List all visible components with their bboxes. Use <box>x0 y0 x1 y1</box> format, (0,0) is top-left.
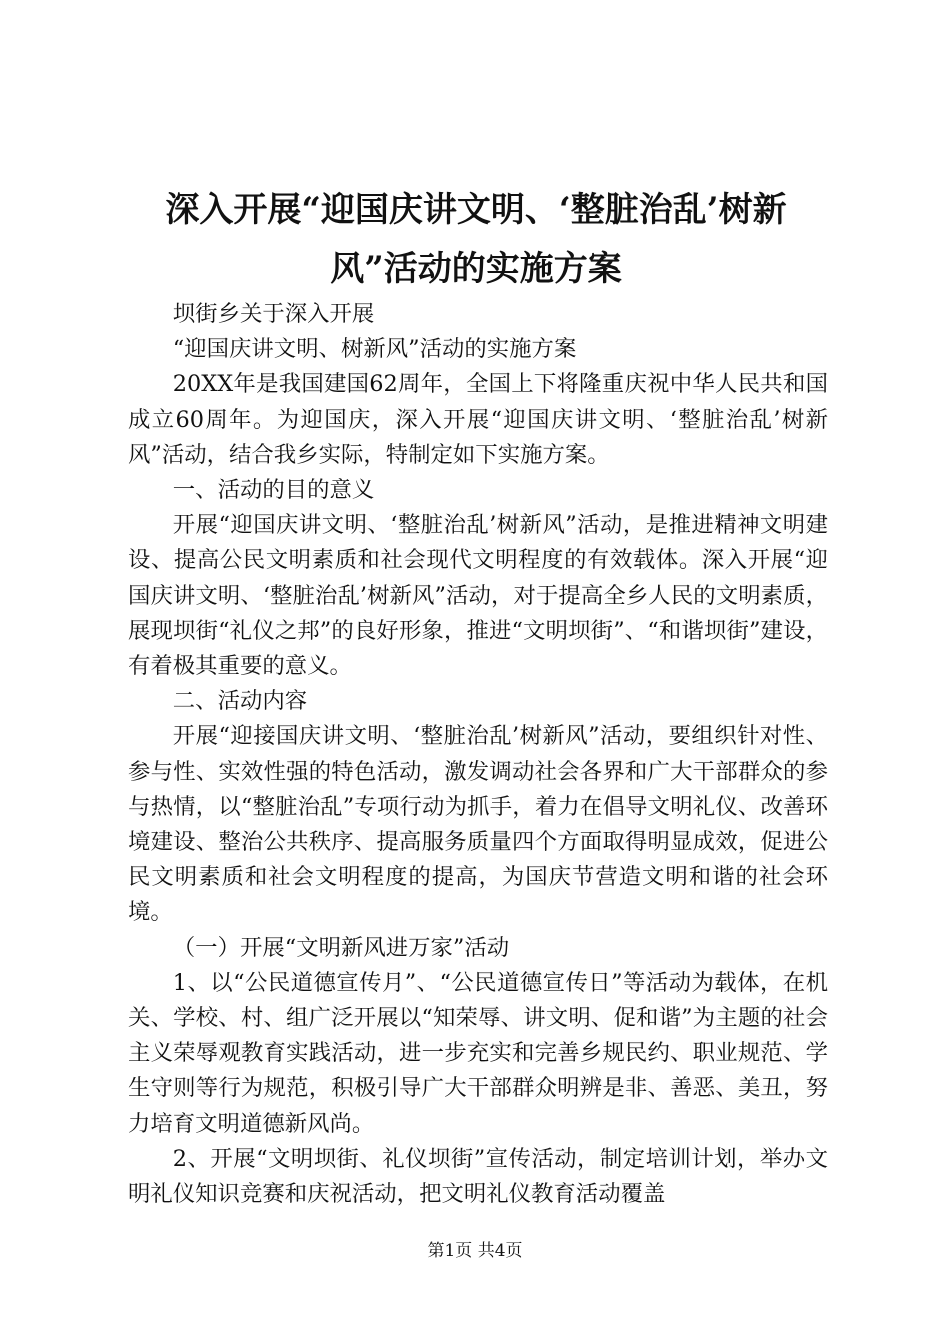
section-heading-1: 一、活动的目的意义 <box>172 477 375 504</box>
paragraph-subtitle-2: “迎国庆讲文明、树新风”活动的实施方案 <box>172 336 577 363</box>
paragraph-subtitle-1: 坝街乡关于深入开展 <box>172 301 375 327</box>
page-indicator: 第1页 共4页 <box>427 1241 523 1261</box>
document-body <box>128 297 828 1212</box>
paragraph-item-1: 1、以“公民道德宣传月”、“公民道德宣传日”等活动为载体，在机关、学校、村、组广泛开展以“知荣辱、讲文明、促和谐”为主题的社会主义荣辱观教育实践活动，进一步充实和完善乡规民约、职业规范、学生守则等行为规范，积极引导广大干部群众明辨是非、善恶、美丑，努力培育文明道德新风尚。 <box>128 969 828 1137</box>
document-title-line-2: 风”活动的实施方案 <box>330 249 622 289</box>
section-heading-2: 二、活动内容 <box>172 688 308 715</box>
paragraph-intro: 20XX年是我国建国62周年，全国上下将隆重庆祝中华人民共和国成立60周年。为迎国庆，深入开展“迎国庆讲文明、‘整脏治乱’树新风”活动，结合我乡实际，特制定如下实施方案。 <box>128 371 828 468</box>
paragraph-section-1: 开展“迎国庆讲文明、‘整脏治乱’树新风”活动，是推进精神文明建设、提高公民文明素质和社会现代文明程度的有效载体。深入开展“迎国庆讲文明、‘整脏治乱’树新风”活动，对于提高全乡人民的文明素质，展现坝街“礼仪之邦”的良好形象，推进“文明坝街”、“和谐坝街”建设，有着极其重要的意义。 <box>128 512 828 680</box>
paragraph-item-2: 2、开展“文明坝街、礼仪坝街”宣传活动，制定培训计划，举办文明礼仪知识竞赛和庆祝活动，把文明礼仪教育活动覆盖 <box>128 1145 828 1208</box>
document-title-line-1: 深入开展“迎国庆讲文明、‘整脏治乱’树新 <box>165 190 787 230</box>
subsection-heading-1: （一）开展“文明新风进万家”活动 <box>172 934 510 961</box>
paragraph-section-2: 开展“迎接国庆讲文明、‘整脏治乱’树新风”活动，要组织针对性、参与性、实效性强的特色活动，激发调动社会各界和广大干部群众的参与热情，以“整脏治乱”专项行动为抓手，着力在倡导文明礼仪、改善环境建设、整治公共秩序、提高服务质量四个方面取得明显成效，促进公民文明素质和社会文明程度的提高，为国庆节营造文明和谐的社会环境。 <box>128 723 828 926</box>
